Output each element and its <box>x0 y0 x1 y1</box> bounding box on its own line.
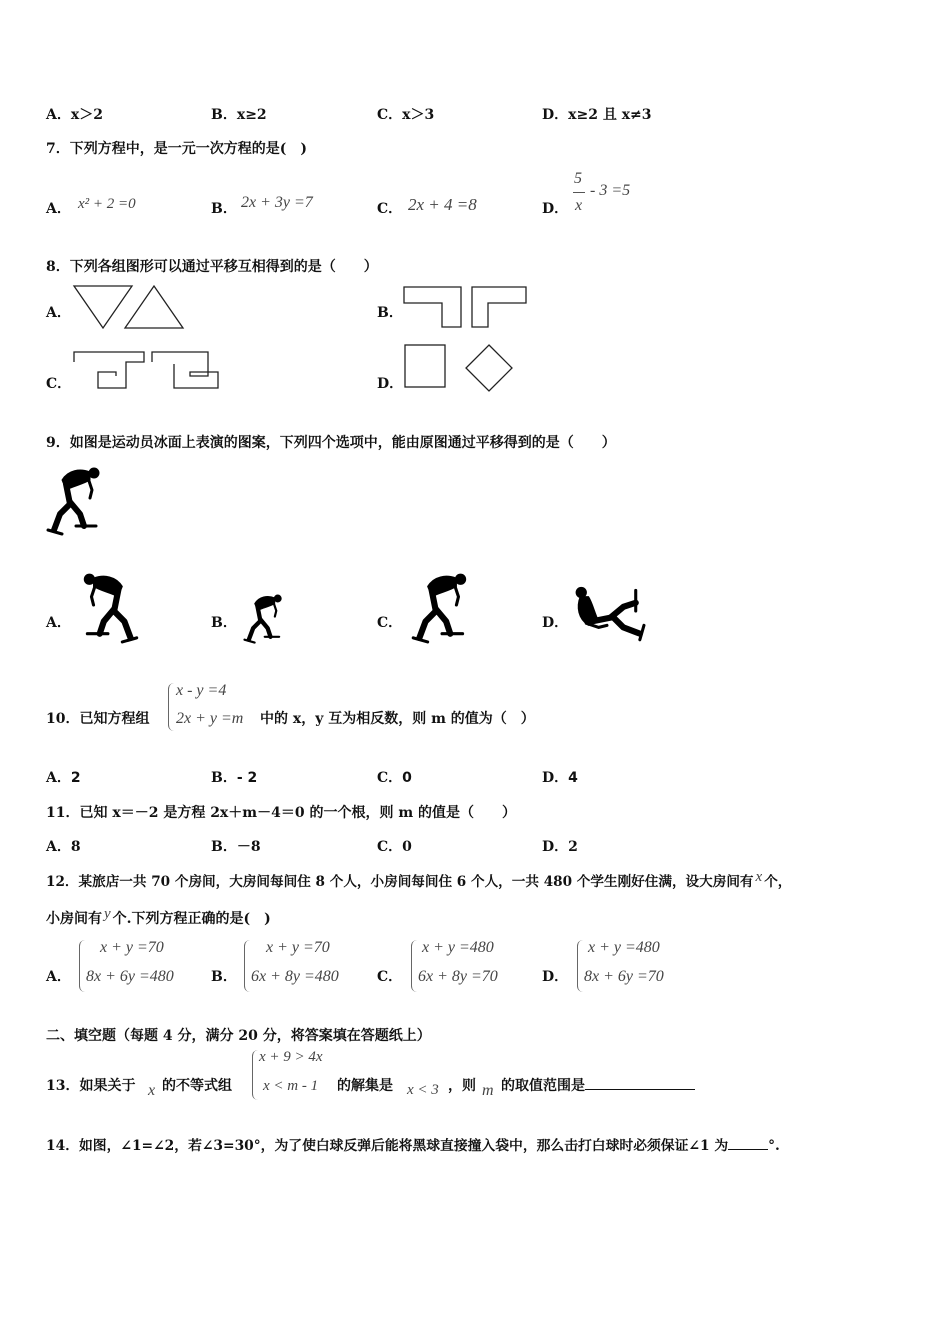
q7-option-c <box>377 198 402 218</box>
option-text: 2 <box>70 770 81 786</box>
q9-option-d <box>542 612 568 632</box>
q7-option-a-math: x² + 2 =0 <box>78 196 136 212</box>
q10-option-a <box>46 767 81 787</box>
skater-option-c-image <box>408 570 474 644</box>
q9-option-a <box>46 612 71 632</box>
q10-equation-1: x - y =4 <box>176 682 227 699</box>
q8-option-d <box>377 373 403 393</box>
q6-option-c <box>377 104 434 124</box>
q13-stem-lead: 13．如果关于 <box>46 1078 136 1094</box>
l-shape-right <box>472 287 526 327</box>
left-brace-icon <box>577 940 583 992</box>
q13-inequality-2: x < m - 1 <box>263 1078 319 1094</box>
skater-option-a-image <box>78 570 144 644</box>
q10-equation-2: 2x + y =m <box>176 710 244 727</box>
option-text: x≥2 且 x≠3 <box>568 107 652 123</box>
option-text: x≥2 <box>236 107 267 123</box>
q8-figure-c <box>72 350 222 392</box>
q6-option-b <box>211 104 267 124</box>
answer-blank[interactable] <box>728 1149 768 1150</box>
question-text: 已知方程组 <box>79 711 150 727</box>
q13-comma: ，则 <box>448 1078 476 1094</box>
option-text: 8 <box>70 839 81 855</box>
q9-option-c <box>377 612 402 632</box>
answer-blank[interactable] <box>585 1089 695 1090</box>
question-text: °. <box>768 1138 780 1154</box>
question-text: 14．如图，∠1=∠2，若∠3=30°，为了使白球反弹后能将黑球直接撞入袋中，那么击打白球时必须保证∠1 为 <box>46 1138 729 1154</box>
variable-x: x <box>755 869 763 885</box>
option-key: C． <box>46 376 72 392</box>
q12-b-eq2: 6x + 8y =480 <box>251 968 339 985</box>
skater-option-b-image <box>240 592 288 644</box>
option-key: D． <box>542 969 569 985</box>
skater-original-image <box>46 464 104 536</box>
question-text: 个.下列方程正确的是( ) <box>112 911 271 927</box>
option-key: D． <box>542 770 569 786</box>
q14-stem <box>46 1134 780 1154</box>
q10-option-d <box>542 767 578 787</box>
option-key: D． <box>542 839 569 855</box>
variable-y: y <box>104 906 111 922</box>
option-text: 0 <box>402 839 412 855</box>
option-key: B． <box>211 107 237 123</box>
q10-option-b <box>211 767 257 787</box>
q8-figure-d <box>403 343 517 395</box>
q7-option-d-numerator: 5 <box>574 170 582 187</box>
q12-stem-line1 <box>46 870 791 891</box>
left-brace-icon <box>79 940 85 992</box>
q8-option-a <box>46 302 71 322</box>
option-text: 0 <box>402 770 412 786</box>
q13-stem-tail <box>501 1075 695 1095</box>
option-key: C． <box>377 839 403 855</box>
option-key: B． <box>211 201 237 217</box>
option-key: C． <box>377 969 403 985</box>
question-text: 个， <box>764 874 792 890</box>
option-key: C． <box>377 201 403 217</box>
q9-stem: 9．如图是运动员冰面上表演的图案，下列四个选项中，能由原图通过平移得到的是（ ） <box>46 435 616 451</box>
upright-triangle <box>125 286 183 328</box>
option-key: C． <box>377 107 403 123</box>
q12-b-eq1: x + y =70 <box>266 939 330 956</box>
l-shape-left <box>404 287 461 327</box>
option-key: B． <box>211 770 237 786</box>
q13-stem-mid: 的不等式组 <box>162 1078 232 1094</box>
q10-stem-tail: 中的 x，y 互为相反数，则 m 的值为（ ） <box>260 711 535 727</box>
q11-stem: 11．已知 x＝－2 是方程 2x＋m－4＝0 的一个根，则 m 的值是（ ） <box>46 805 517 821</box>
q7-option-a <box>46 198 71 218</box>
option-text: x＞2 <box>70 107 103 123</box>
question-number: 10． <box>46 711 80 727</box>
q10-option-c <box>377 767 412 787</box>
meander-right <box>152 352 218 388</box>
q12-option-d <box>542 966 568 986</box>
q13-stem-mid2: 的解集是 <box>337 1078 393 1094</box>
q8-stem: 8．下列各组图形可以通过平移互相得到的是（ ） <box>46 259 378 275</box>
left-brace-icon <box>168 683 174 731</box>
q12-c-eq2: 6x + 8y =70 <box>418 968 498 985</box>
q6-option-d <box>542 104 652 124</box>
fraction-bar <box>573 192 585 193</box>
option-text: - 2 <box>236 770 258 786</box>
q7-option-d-rest: - 3 =5 <box>590 182 631 199</box>
question-text: 的取值范围是 <box>501 1078 585 1094</box>
option-key: D． <box>542 615 569 631</box>
option-text: x＞3 <box>402 107 435 123</box>
q10-stem-lead <box>46 708 149 728</box>
question-text: 小房间有 <box>46 911 102 927</box>
option-key: D． <box>542 107 569 123</box>
q8-option-b <box>377 302 403 322</box>
q13-variable-m: m <box>482 1082 494 1099</box>
q7-option-d <box>542 198 568 218</box>
option-key: B． <box>211 969 237 985</box>
skater-option-d-image <box>572 580 646 644</box>
q12-stem-line2 <box>46 908 271 928</box>
question-text: 12．某旅店一共 70 个房间，大房间每间住 8 个人，小房间每间住 6 个人，一共 480 个学生刚好住满，设大房间有 <box>46 874 754 890</box>
meander-left <box>74 352 144 388</box>
q9-option-b <box>211 612 237 632</box>
q8-option-c <box>46 373 71 393</box>
option-text: －8 <box>236 839 261 855</box>
q7-stem: 7．下列方程中，是一元一次方程的是( ) <box>46 141 307 157</box>
option-key: C． <box>377 615 403 631</box>
q12-a-eq2: 8x + 6y =480 <box>86 968 174 985</box>
q12-c-eq1: x + y =480 <box>422 939 494 956</box>
option-key: A． <box>46 107 71 123</box>
q11-option-d <box>542 836 578 856</box>
option-text: 4 <box>568 770 578 786</box>
option-text: 2 <box>568 839 578 855</box>
q12-option-c <box>377 966 402 986</box>
left-brace-icon <box>244 940 250 992</box>
option-key: A． <box>46 770 71 786</box>
option-key: A． <box>46 839 71 855</box>
left-brace-icon <box>411 940 417 992</box>
q8-figure-b <box>402 285 530 331</box>
option-key: A． <box>46 615 71 631</box>
q13-inequality-1: x + 9 > 4x <box>259 1049 323 1065</box>
inverted-triangle <box>74 286 132 328</box>
option-key: B． <box>211 839 237 855</box>
square <box>405 345 445 387</box>
q8-figure-a <box>72 284 187 332</box>
q12-d-eq1: x + y =480 <box>588 939 660 956</box>
option-key: B． <box>377 305 403 321</box>
q7-option-c-math: 2x + 4 =8 <box>408 195 477 214</box>
left-brace-icon <box>252 1050 258 1100</box>
rotated-square <box>466 345 512 391</box>
q11-option-c <box>377 836 412 856</box>
option-key: A． <box>46 969 71 985</box>
option-key: C． <box>377 770 403 786</box>
option-key: A． <box>46 201 71 217</box>
option-key: D． <box>377 376 404 392</box>
q13-variable-x: x <box>148 1082 156 1099</box>
section-2-title: 二、填空题（每题 4 分，满分 20 分，将答案填在答题纸上） <box>46 1028 431 1044</box>
q11-option-a <box>46 836 81 856</box>
q7-option-d-denominator: x <box>575 197 583 214</box>
q7-option-b-math: 2x + 3y =7 <box>241 194 313 211</box>
option-key: D． <box>542 201 569 217</box>
q11-option-b <box>211 836 261 856</box>
q12-d-eq2: 8x + 6y =70 <box>584 968 664 985</box>
q12-option-a <box>46 966 71 986</box>
option-key: B． <box>211 615 237 631</box>
q12-a-eq1: x + y =70 <box>100 939 164 956</box>
option-key: A． <box>46 305 71 321</box>
q6-option-a <box>46 104 103 124</box>
q7-option-b <box>211 198 237 218</box>
q12-option-b <box>211 966 237 986</box>
q13-solution: x < 3 <box>407 1082 439 1098</box>
